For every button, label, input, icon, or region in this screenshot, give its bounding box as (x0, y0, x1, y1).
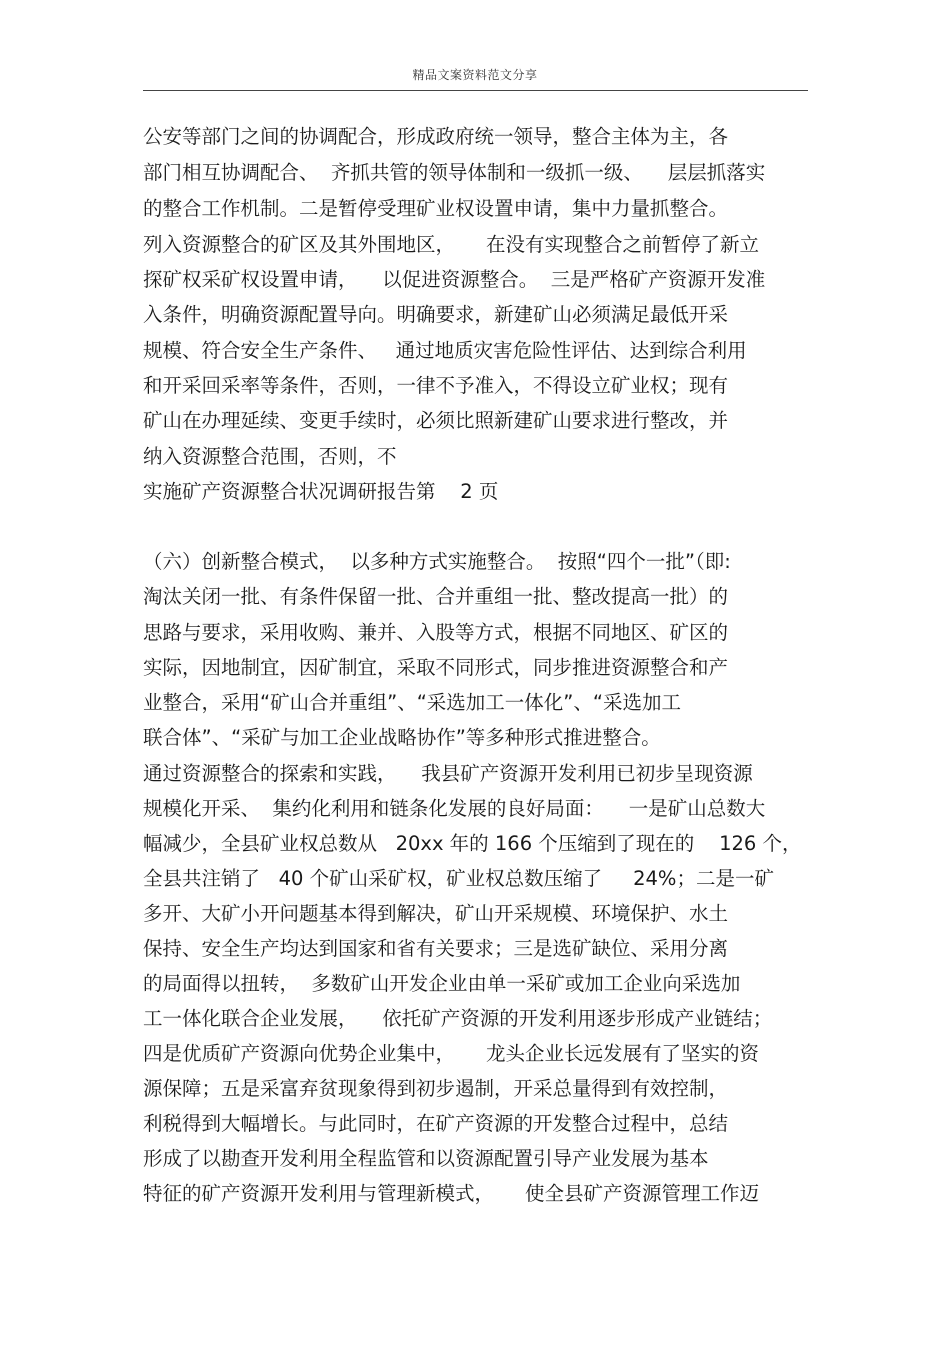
header-divider (143, 90, 808, 91)
text-line: 通过资源整合的探索和实践， 我县矿产资源开发利用已初步呈现资源 (143, 762, 753, 785)
page-footer-note: 实施矿产资源整合状况调研报告第 2 页 (143, 480, 499, 503)
page-header-title: 精品文案资料范文分享 (412, 68, 538, 82)
text-line: 规模、符合安全生产条件、 通过地质灾害危险性评估、达到综合利用 (143, 339, 747, 362)
text-line: 思路与要求，采用收购、兼并、入股等方式，根据不同地区、矿区的 (143, 621, 729, 644)
text-line: 源保障；五是采富弃贫现象得到初步遏制，开采总量得到有效控制， (143, 1077, 729, 1100)
text-line: 和开采回采率等条件，否则，一律不予准入，不得设立矿业权；现有 (143, 374, 729, 397)
text-line: 工一体化联合企业发展， 依托矿产资源的开发利用逐步形成产业链结； (143, 1007, 773, 1030)
text-line: 特征的矿产资源开发利用与管理新模式， 使全县矿产资源管理工作迈 (143, 1182, 759, 1205)
text-line: 的局面得以扭转， 多数矿山开发企业由单一采矿或加工企业向采选加 (143, 972, 741, 995)
text-line: 业整合，采用“矿山合并重组”、“采选加工一体化”、“采选加工 (143, 691, 682, 714)
text-line: 保持、安全生产均达到国家和省有关要求；三是选矿缺位、采用分离 (143, 937, 729, 960)
text-line: 淘汰关闭一批、有条件保留一批、合并重组一批、整改提高一批）的 (143, 585, 729, 608)
text-line: 纳入资源整合范围，否则，不 (143, 445, 397, 468)
text-line: 四是优质矿产资源向优势企业集中， 龙头企业长远发展有了坚实的资 (143, 1042, 759, 1065)
text-line: 探矿权采矿权设置申请， 以促进资源整合。 三是严格矿产资源开发准 (143, 268, 766, 291)
text-line: 利税得到大幅增长。与此同时，在矿产资源的开发整合过程中，总结 (143, 1112, 729, 1135)
text-line: 列入资源整合的矿区及其外围地区， 在没有实现整合之前暂停了新立 (143, 233, 759, 256)
text-line: 矿山在办理延续、变更手续时，必须比照新建矿山要求进行整改，并 (143, 409, 729, 432)
text-line: 联合体”、“采矿与加工企业战略协作”等多种形式推进整合。 (143, 726, 661, 749)
text-line: 的整合工作机制。二是暂停受理矿业权设置申请，集中力量抓整合。 (143, 197, 729, 220)
text-line: 多开、大矿小开问题基本得到解决，矿山开采规模、环境保护、水土 (143, 902, 729, 925)
text-line: 规模化开采、 集约化利用和链条化发展的良好局面： 一是矿山总数大 (143, 797, 766, 820)
text-line: 部门相互协调配合、 齐抓共管的领导体制和一级抓一级、 层层抓落实 (143, 161, 766, 184)
text-line: 形成了以勘查开发利用全程监管和以资源配置引导产业发展为基本 (143, 1147, 709, 1170)
text-line: （六）创新整合模式， 以多种方式实施整合。 按照“四个一批”（即: (143, 550, 731, 573)
text-line: 公安等部门之间的协调配合，形成政府统一领导，整合主体为主，各 (143, 125, 729, 148)
text-line: 幅减少，全县矿业权总数从 20xx 年的 166 个压缩到了现在的 126 个， (143, 832, 802, 855)
text-line: 全县共注销了 40 个矿山采矿权，矿业权总数压缩了 24%；二是一矿 (143, 867, 774, 890)
text-line: 实际，因地制宜，因矿制宜，采取不同形式，同步推进资源整合和产 (143, 656, 729, 679)
text-line: 入条件，明确资源配置导向。明确要求，新建矿山必须满足最低开采 (143, 303, 729, 326)
